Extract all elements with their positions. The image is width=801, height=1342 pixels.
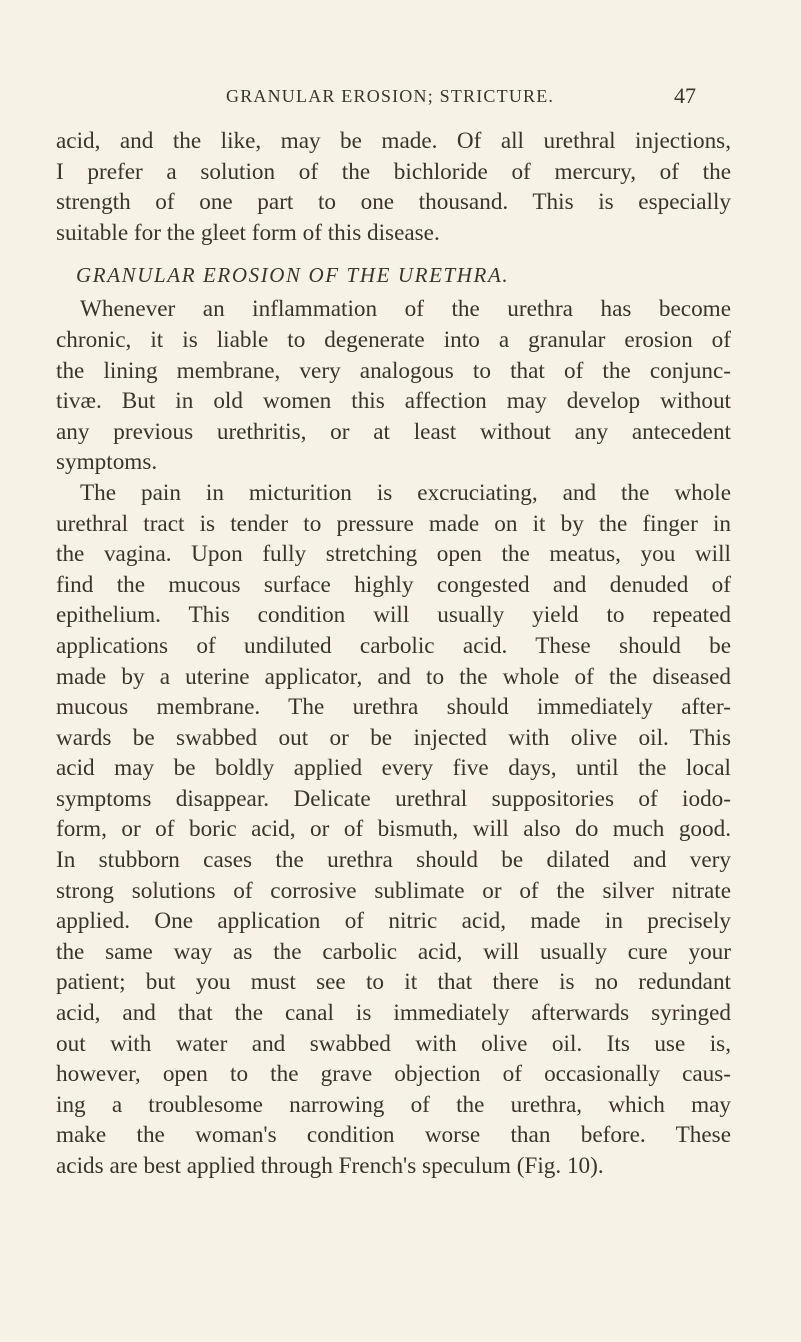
text-line: the lining membrane, very analogous to that of the conjunc-: [56, 357, 731, 384]
text-line: form, or of boric acid, or of bismuth, will also do much good.: [56, 816, 731, 843]
text-line: acid may be boldly applied every five days, until the local: [56, 755, 731, 782]
text-line: suitable for the gleet form of this disease.: [56, 219, 440, 246]
text-line: epithelium. This condition will usually yield to repeated: [56, 602, 731, 629]
running-head-title: GRANULAR EROSION; STRICTURE.: [226, 86, 555, 106]
text-line: find the mucous surface highly congested and denuded of: [56, 571, 731, 598]
body-text: [56, 126, 731, 1182]
text-line: applied. One application of nitric acid, made in precisely: [56, 908, 731, 935]
text-line: acid, and that the canal is immediately afterwards syringed: [56, 1000, 731, 1027]
section-heading: GRANULAR EROSION OF THE URETHRA.: [76, 263, 510, 288]
text-line: acids are best applied through French's speculum (Fig. 10).: [56, 1153, 604, 1179]
text-line: symptoms.: [56, 449, 158, 476]
text-line: made by a uterine applicator, and to the whole of the diseased: [56, 663, 731, 690]
text-line: strength of one part to one thousand. This is especially: [56, 189, 731, 216]
text-line: the same way as the carbolic acid, will usually cure your: [56, 938, 731, 965]
page-number: 47: [674, 83, 696, 108]
text-line: wards be swabbed out or be injected with olive oil. This: [56, 724, 731, 751]
text-line: Whenever an inflammation of the urethra has become: [80, 296, 731, 323]
text-line: The pain in micturition is excruciating, and the whole: [80, 479, 731, 506]
text-line: tivæ. But in old women this affection may develop without: [56, 388, 731, 415]
text-line: any previous urethritis, or at least without any antecedent: [56, 418, 731, 445]
text-line: patient; but you must see to it that there is no redundant: [56, 969, 731, 996]
text-line: symptoms disappear. Delicate urethral suppositories of iodo-: [56, 785, 731, 812]
text-line: mucous membrane. The urethra should immediately after-: [56, 694, 731, 721]
text-line: I prefer a solution of the bichloride of mercury, of the: [56, 158, 731, 185]
text-line: however, open to the grave objection of occasionally caus-: [56, 1061, 731, 1088]
text-line: In stubborn cases the urethra should be dilated and very: [56, 847, 731, 874]
text-line: chronic, it is liable to degenerate into a granular erosion of: [56, 326, 731, 353]
text-line: out with water and swabbed with olive oil. Its use is,: [56, 1030, 731, 1057]
text-line: ing a troublesome narrowing of the urethra, which may: [56, 1091, 731, 1118]
text-line: acid, and the like, may be made. Of all urethral injections,: [56, 128, 731, 154]
text-line: urethral tract is tender to pressure made on it by the finger in: [56, 510, 731, 537]
text-line: applications of undiluted carbolic acid. These should be: [56, 632, 731, 659]
text-line: strong solutions of corrosive sublimate or of the silver nitrate: [56, 877, 731, 904]
text-line: make the woman's condition worse than before. These: [56, 1122, 731, 1149]
running-head: [226, 83, 696, 116]
text-line: the vagina. Upon fully stretching open the meatus, you will: [56, 541, 731, 568]
